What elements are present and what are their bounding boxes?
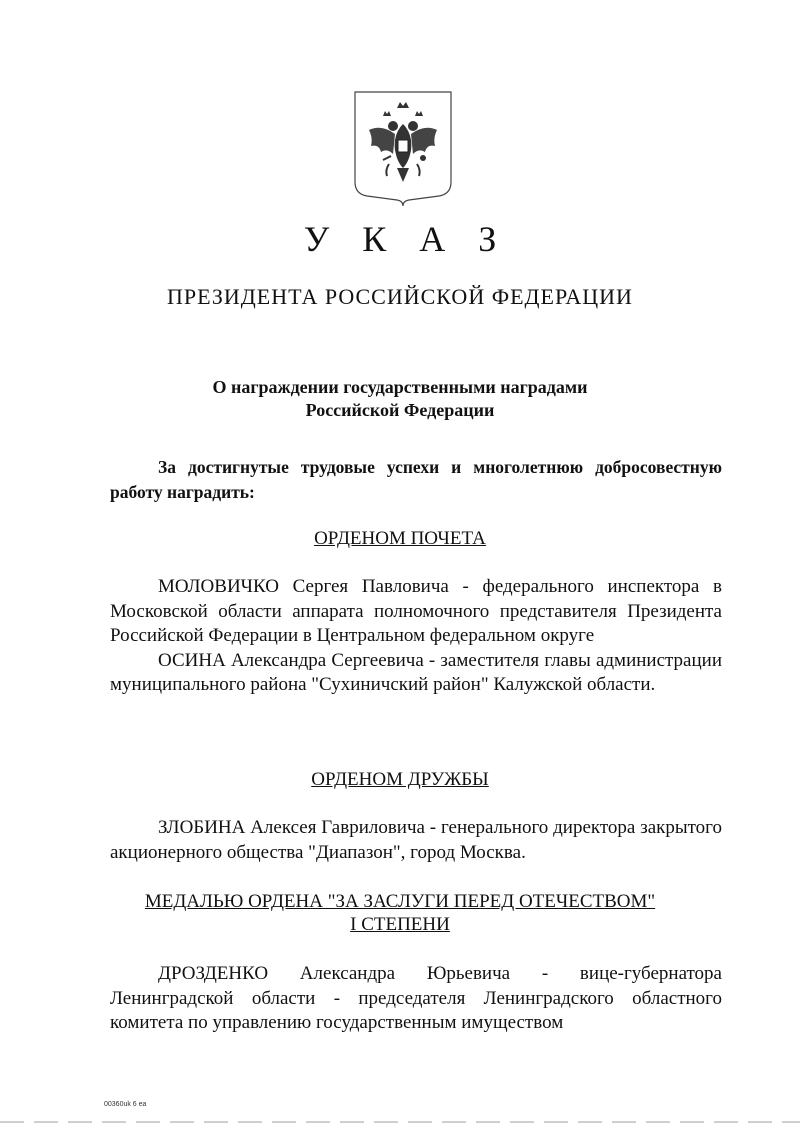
document-subtitle: ПРЕЗИДЕНТА РОССИЙСКОЙ ФЕДЕРАЦИИ bbox=[167, 284, 633, 309]
document-title: У К А З bbox=[303, 219, 509, 259]
recipient-paragraph: МОЛОВИЧКО Сергея Павловича - федерального инспектора в Московской области аппарата полномочного представителя Президента Российской Федерации в Центральном федеральном округе bbox=[110, 576, 722, 646]
award-title-order-of-friendship: ОРДЕНОМ ДРУЖБЫ bbox=[311, 769, 489, 790]
decree-heading-line1: О награждении государственными наградами bbox=[212, 377, 588, 397]
recipient-paragraph: ЗЛОБИНА Алексея Гавриловича - генерального директора закрытого акционерного общества "Диапазон", город Москва. bbox=[110, 817, 722, 863]
recipient-paragraph: ДРОЗДЕНКО Александра Юрьевича - вице-губернатора Ленинградской области - председателя Ленинградского областного комитета по управлению государственным имуществом bbox=[110, 963, 722, 1033]
award-recipients-order-of-friendship bbox=[110, 816, 722, 865]
document-code: 00360uk 6 ea bbox=[104, 1101, 147, 1108]
intro-paragraph bbox=[110, 455, 722, 504]
decree-heading bbox=[0, 376, 800, 422]
scan-artifact-line bbox=[0, 1121, 800, 1123]
award-recipients-merit-medal bbox=[110, 962, 722, 1036]
award-title-line2: I СТЕПЕНИ bbox=[350, 914, 450, 935]
award-title-order-of-honor: ОРДЕНОМ ПОЧЕТА bbox=[314, 528, 486, 549]
award-title-line1: МЕДАЛЬЮ ОРДЕНА "ЗА ЗАСЛУГИ ПЕРЕД ОТЕЧЕСТВОМ" bbox=[144, 891, 656, 912]
recipient-paragraph: ОСИНА Александра Сергеевича - заместителя главы администрации муниципального района "Сухиничский район" Калужской области. bbox=[110, 649, 722, 695]
intro-text: За достигнутые трудовые успехи и многолетнюю добросовестную работу наградить: bbox=[110, 457, 722, 502]
coat-of-arms-icon bbox=[353, 90, 453, 208]
award-title-merit-medal bbox=[0, 890, 800, 936]
award-recipients-order-of-honor bbox=[110, 575, 722, 698]
decree-heading-line2: Российской Федерации bbox=[305, 400, 495, 420]
